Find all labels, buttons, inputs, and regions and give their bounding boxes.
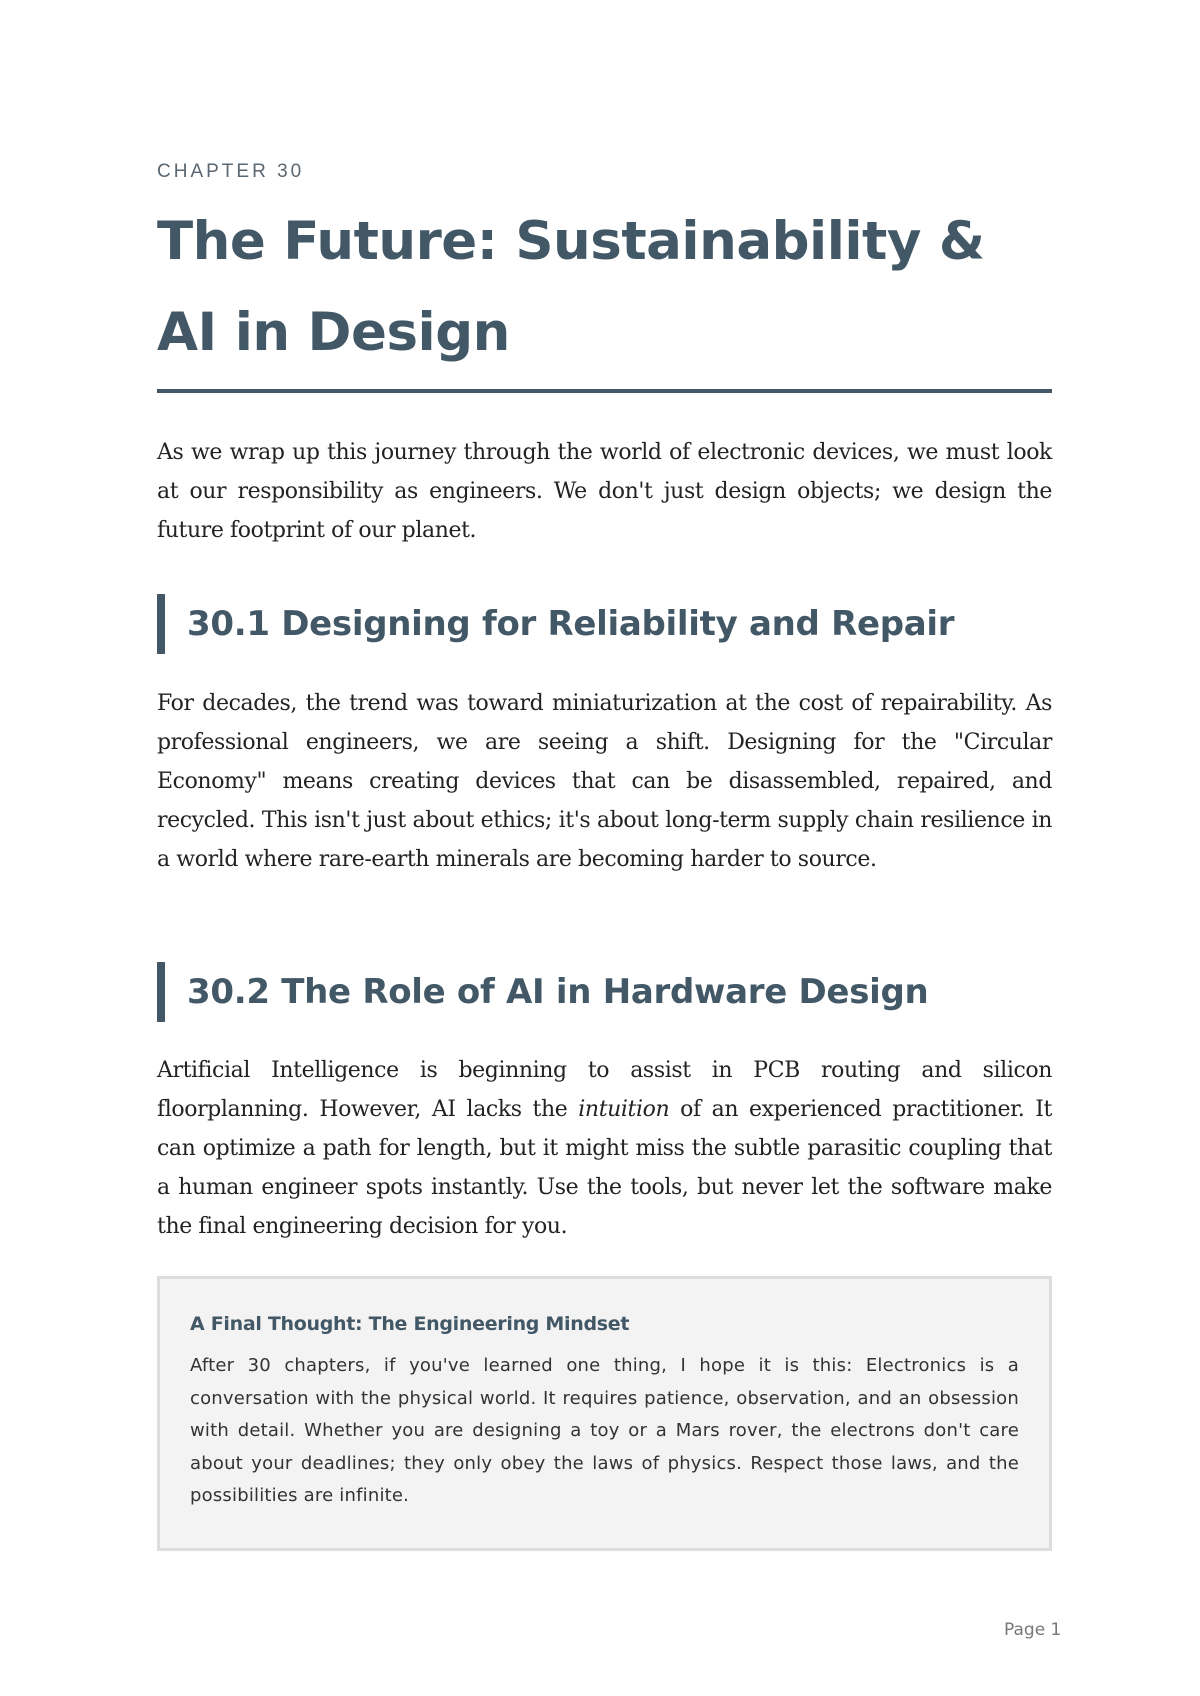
title-divider: [157, 389, 1052, 393]
intro-paragraph: As we wrap up this journey through the world of electronic devices, we must look at our responsibility as engineers. We don't just design objects; we design the future footprint of our planet.: [157, 440, 1052, 543]
final-thought-callout: [157, 1276, 1052, 1551]
emphasis-text: intuition: [578, 1097, 670, 1122]
section-heading-reliability-repair: 30.1 Designing for Reliability and Repair: [157, 594, 1052, 654]
section-paragraph-reliability-repair: For decades, the trend was toward miniaturization at the cost of repairability. As professional engineers, we are seeing a shift. Designing for the "Circular Economy" means creating devices that can be disassembled, repaired, and recycled. This isn't just about ethics; it's about long-term supply chain resilience in a world where rare-earth minerals are becoming harder to source.: [157, 691, 1052, 872]
section-heading-ai-hardware: 30.2 The Role of AI in Hardware Design: [157, 962, 1052, 1022]
page-number: Page 1: [1004, 1620, 1062, 1640]
paragraph-text-after-emphasis: of an experienced practitioner. It can optimize a path for length, but it might miss the subtle parasitic coupling that a human engineer spots instantly. Use the tools, but never let the software make the final engineering decision for you.: [157, 1097, 1052, 1239]
callout-title: A Final Thought: The Engineering Mindset: [190, 1313, 630, 1335]
callout-body: After 30 chapters, if you've learned one thing, I hope it is this: Electronics is a conversation with the physical world. It requires patience, observation, and an obsession with detail. Whether you are designing a toy or a Mars rover, the electrons don't care about your deadlines; they only obey the laws of physics. Respect those laws, and the possibilities are infinite.: [190, 1355, 1019, 1506]
chapter-title: The Future: Sustainability & AI in Design: [157, 211, 985, 363]
section-paragraph-ai-hardware: [157, 1051, 1052, 1246]
chapter-label: CHAPTER 30: [157, 161, 305, 182]
paragraph-text-before-emphasis: Artificial Intelligence is beginning to assist in PCB routing and silicon floorplanning. However, AI lacks the: [157, 1058, 1052, 1122]
